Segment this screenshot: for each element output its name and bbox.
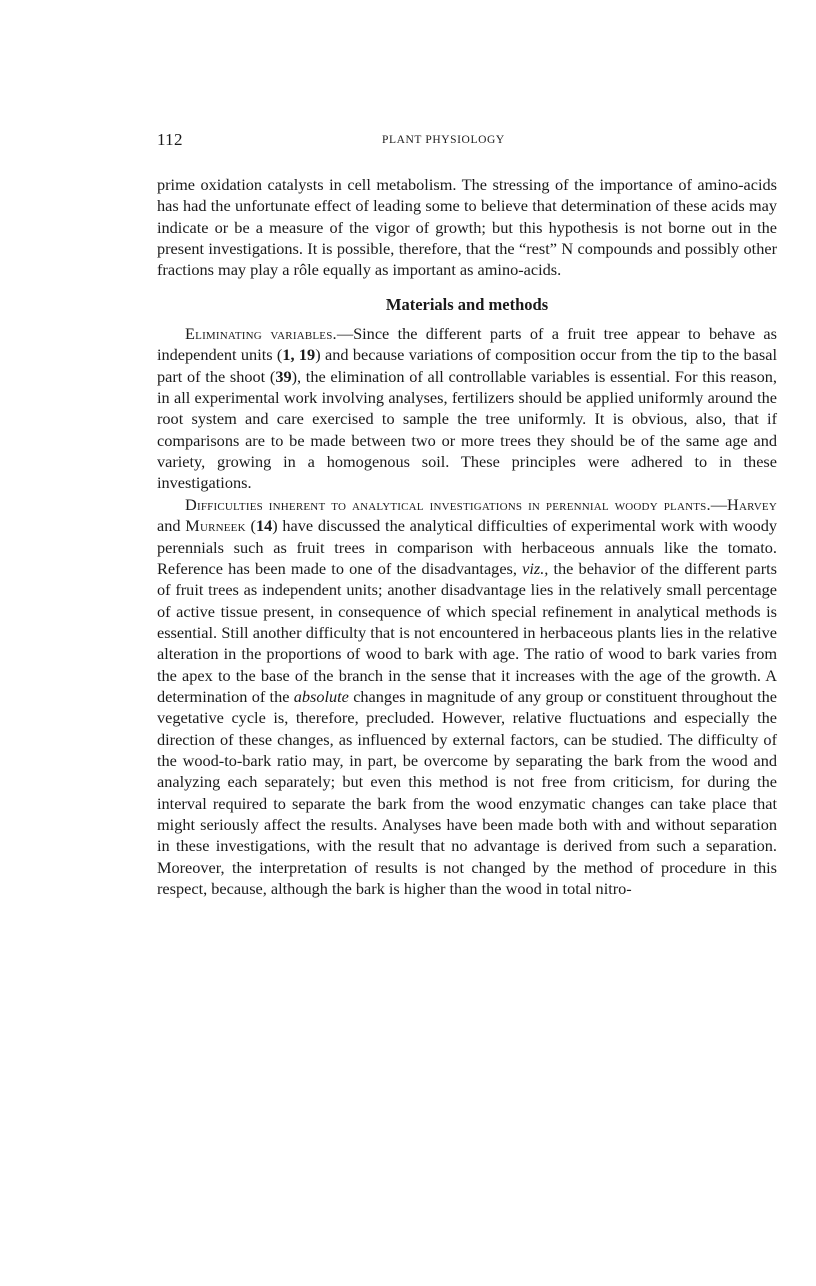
paragraph-title: Difficulties inherent to analytical investigations in perennial woody plants. bbox=[185, 494, 711, 514]
paragraph-text: ), the elimination of all controllable variables is essential. For this reason, in all experimental work involving analyses, fertilizers should be applied uniformly around the root system and care exercised to sample the tree uniformly. It is obvious, also, that if comparisons are to be made between two or more trees they should be of the same age and variety, growing in a homogenous soil. These principles were adhered to in these investigations. bbox=[157, 366, 777, 493]
italic-term: viz., bbox=[522, 558, 549, 578]
paren: ( bbox=[245, 516, 256, 536]
citation: 14 bbox=[255, 516, 273, 536]
paragraph-text: the behavior of the different parts of fruit trees as independent units; another disadvantage lies in the relatively small percentage of active tissue present, in consequence of which special refinement in analytical methods is essential. Still another difficulty that is not encountered in herbaceous plants lies in the relative alteration in the proportions of wood to bark with age. The ratio of wood to bark varies from the apex to the base of the branch in the sense that it increases with the age of the growth. A determination of the bbox=[157, 558, 777, 706]
conjunction: and bbox=[157, 516, 186, 536]
paragraph-eliminating-variables bbox=[157, 323, 777, 494]
italic-term: absolute bbox=[293, 686, 349, 706]
citation: 39 bbox=[275, 366, 292, 386]
em-dash: — bbox=[710, 494, 728, 514]
paragraph-text: changes in magnitude of any group or constituent throughout the vegetative cycle is, therefore, precluded. However, relative fluctuations and especially the direction of these changes, as influenced by external factors, can be studied. The difficulty of the wood-to-bark ratio may, in part, be overcome by separating the bark from the wood and analyzing each separately; but even this method is not free from criticism, for during the interval required to separate the bark from the wood enzymatic changes can take place that might seriously affect the results. Analyses have been made both with and without separation in these investigations, with the result that no advantage is derived from such a separation. Moreover, the interpretation of results is not changed by the method of procedure in this respect, because, although the bark is higher than the wood in total nitro- bbox=[157, 686, 777, 898]
author-name: Harvey bbox=[727, 494, 777, 514]
citation: 1, 19 bbox=[282, 345, 316, 365]
page-number: 112 bbox=[157, 130, 183, 149]
article-body bbox=[157, 174, 777, 899]
intro-paragraph: prime oxidation catalysts in cell metabolism. The stressing of the importance of amino-acids has had the unfortunate effect of leading some to believe that determination of these acids may indicate or be a measure of the vigor of growth; but this hypothesis is not borne out in the present investigations. It is possible, therefore, that the “rest” N compounds and possibly other fractions may play a rôle equally as important as amino-acids. bbox=[157, 175, 777, 280]
author-name: Murneek bbox=[185, 516, 246, 536]
paragraph-text: ) have discussed the analytical difficulties of experimental work with woody perennials such as fruit trees in comparison with herbaceous annuals like the tomato. Reference has been made to one of the disadvantages, bbox=[157, 516, 778, 578]
paragraph-difficulties bbox=[157, 494, 777, 900]
running-title: PLANT PHYSIOLOGY bbox=[382, 134, 505, 146]
paragraph-title: Eliminating variables. bbox=[185, 324, 337, 344]
paragraph-text: ) and because variations of composition occur from the tip to the basal part of the shoot ( bbox=[157, 345, 778, 386]
section-heading: Materials and methods bbox=[385, 294, 549, 314]
paragraph-text: —Since the different parts of a fruit tree appear to behave as independent units ( bbox=[157, 324, 777, 365]
